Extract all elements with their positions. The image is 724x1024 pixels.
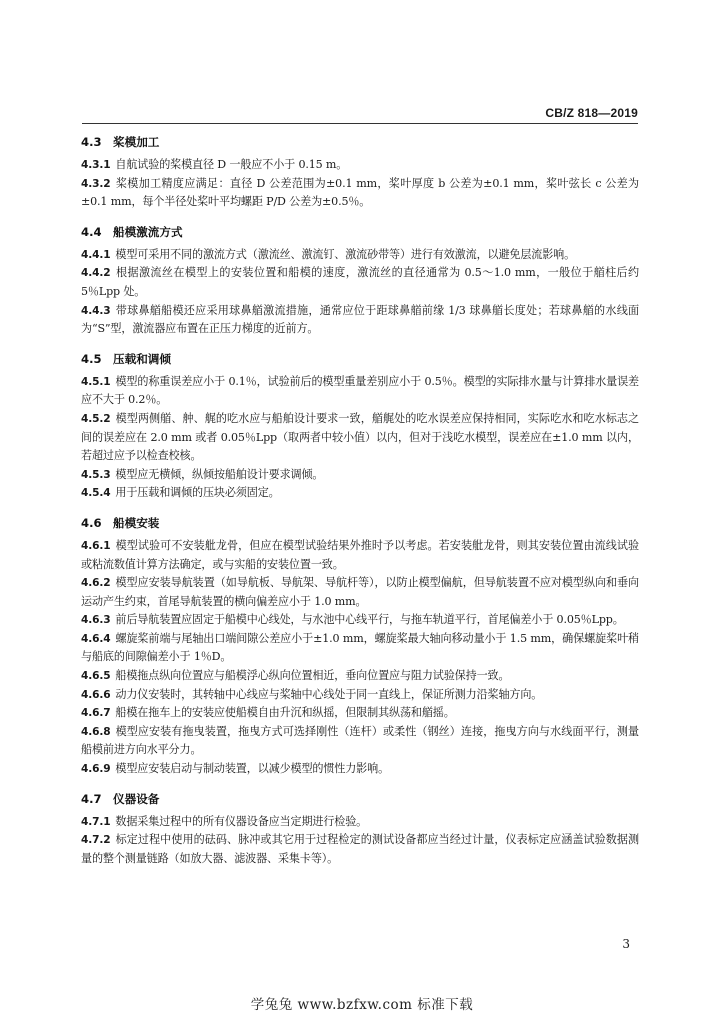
clause-4-5-1	[81, 373, 639, 410]
clause-4-6-8	[81, 723, 639, 760]
section-4-7	[81, 790, 639, 869]
clause-4-4-3	[81, 302, 639, 339]
clause-text: 模型应安装启动与制动装置，以减少模型的惯性力影响。	[115, 762, 390, 776]
clause-4-4-2	[81, 264, 639, 301]
watermark-text: 学兔兔 www.bzfxw.com 标准下载	[250, 997, 474, 1013]
clause-4-6-5	[81, 667, 639, 686]
clause-4-4-1	[81, 246, 639, 265]
clause-number: 4.6.9	[81, 763, 111, 776]
clause-text: 船模拖点纵向位置应与船模浮心纵向位置相近，垂向位置应与阻力试验保持一致。	[115, 669, 510, 683]
clause-4-6-1	[81, 537, 639, 574]
section-heading	[81, 790, 639, 808]
clause-text: 船模在拖车上的安装应使船模自由升沉和纵摇，但限制其纵荡和艏摇。	[115, 706, 455, 720]
clause-number: 4.5.3	[81, 468, 111, 481]
section-title: 船模安装	[113, 515, 160, 530]
clause-text: 模型两侧艏、舯、艉的吃水应与船舶设计要求一致，艏艉处的吃水误差应保持相同，实际吃水和吃水标志之间的误差应在 2.0 mm 或者 0.05％Lpp（取两者中较小值）以内，但对于浅吃水模型，误差应在±1.0 mm 以内，若超过应予以检查校核。	[81, 411, 639, 463]
document-code: CB/Z 818—2019	[545, 106, 638, 120]
section-heading	[81, 223, 639, 241]
clause-4-7-2	[81, 831, 639, 868]
clause-text: 桨模加工精度应满足：直径 D 公差范围为±0.1 mm，桨叶厚度 b 公差为±0.1 mm，桨叶弦长 c 公差为±0.1 mm，每个半径处桨叶平均螺距 P/D 公差为±0.5％。	[81, 176, 639, 209]
clause-number: 4.3.1	[81, 159, 111, 171]
clause-number: 4.4.2	[81, 267, 111, 280]
clause-4-6-7	[81, 704, 639, 723]
clause-number: 4.6.3	[81, 614, 111, 627]
clause-number: 4.4.1	[81, 248, 111, 261]
section-4-5	[81, 350, 639, 503]
header-divider	[82, 123, 638, 124]
clause-text: 自航试验的桨模直径 D 一般应不小于 0.15 m。	[115, 158, 348, 171]
clause-text: 模型的称重误差应小于 0.1％，试验前后的模型重量差别应小于 0.5％。模型的实际排水量与计算排水量误差应不大于 0.2％。	[81, 374, 639, 407]
clause-text: 模型应安装导航装置（如导航板、导航架、导航杆等），以防止模型偏航，但导航装置不应对模型纵向和垂向运动产生约束，首尾导航装置的横向偏差应小于 1.0 mm。	[81, 576, 639, 608]
clause-number: 4.7.1	[81, 815, 111, 828]
clause-number: 4.3.2	[81, 177, 111, 190]
clause-4-6-4	[81, 630, 639, 667]
clause-number: 4.6.4	[81, 632, 111, 645]
clause-4-5-2	[81, 410, 639, 466]
section-title: 桨模加工	[113, 135, 160, 149]
page-number: 3	[622, 937, 630, 951]
section-title: 船模激流方式	[113, 224, 183, 239]
clause-4-7-1	[81, 813, 639, 832]
clause-number: 4.4.3	[81, 304, 111, 317]
clause-number: 4.5.1	[81, 375, 111, 388]
clause-4-5-3	[81, 466, 639, 485]
clause-text: 模型试验可不安装舭龙骨，但应在模型试验结果外推时予以考虑。若安装舭龙骨，则其安装位置由流线试验或粘流数值计算方法确定，或与实船的安装位置一致。	[81, 538, 639, 571]
section-number: 4.5	[81, 351, 102, 366]
clause-number: 4.6.1	[81, 539, 111, 552]
clause-4-6-6	[81, 686, 639, 705]
clause-number: 4.7.2	[81, 834, 111, 847]
clause-number: 4.5.2	[81, 412, 111, 425]
clause-4-3-2	[81, 175, 639, 212]
section-number: 4.4	[81, 224, 102, 239]
section-4-3	[81, 133, 639, 212]
clause-number: 4.5.4	[81, 487, 111, 500]
document-body	[81, 133, 639, 879]
clause-text: 前后导航装置应固定于船模中心线处，与水池中心线平行，与拖车轨道平行，首尾偏差小于 0.05％Lpp。	[115, 613, 624, 627]
clause-number: 4.6.8	[81, 725, 111, 738]
clause-4-6-9	[81, 760, 639, 779]
clause-4-5-4	[81, 484, 639, 503]
clause-number: 4.6.6	[81, 688, 111, 701]
section-heading	[81, 514, 639, 532]
clause-text: 模型应无横倾，纵倾按船舶设计要求调倾。	[115, 467, 324, 481]
clause-4-6-2	[81, 574, 639, 611]
section-4-4	[81, 223, 639, 339]
clause-text: 数据采集过程中的所有仪器设备应当定期进行检验。	[115, 814, 368, 828]
clause-text: 螺旋桨前端与尾轴出口端间隙公差应小于±1.0 mm，螺旋桨最大轴向移动量小于 1.5 mm，确保螺旋桨叶稍与船底的间隙偏差小于 1％D。	[81, 631, 639, 664]
section-heading	[81, 350, 639, 368]
clause-number: 4.6.7	[81, 707, 111, 720]
section-heading	[81, 133, 639, 151]
clause-text: 模型可采用不同的激流方式（激流丝、激流钉、激流砂带等）进行有效激流，以避免层流影响。	[115, 247, 576, 261]
clause-text: 根据激流丝在模型上的安装位置和船模的速度，激流丝的直径通常为 0.5～1.0 mm，一般位于艏柱后约 5％Lpp 处。	[81, 266, 639, 298]
section-number: 4.7	[81, 791, 102, 806]
section-number: 4.3	[81, 135, 102, 149]
clause-number: 4.6.5	[81, 670, 111, 683]
section-title: 仪器设备	[113, 791, 160, 806]
section-number: 4.6	[81, 515, 102, 530]
clause-text: 动力仪安装时，其转轴中心线应与桨轴中心线处于同一直线上，保证所测力沿桨轴方向。	[115, 687, 543, 701]
clause-4-3-1	[81, 156, 639, 175]
clause-text: 标定过程中使用的砝码、脉冲或其它用于过程检定的测试设备都应当经过计量，仪表标定应涵盖试验数据测量的整个测量链路（如放大器、滤波器、采集卡等）。	[81, 833, 639, 865]
clause-text: 带球鼻艏船模还应采用球鼻艏激流措施，通常应位于距球鼻艏前缘 1/3 球鼻艏长度处；若球鼻艏的水线面为“S”型，激流器应布置在正压力梯度的近前方。	[81, 303, 639, 336]
section-4-6	[81, 514, 639, 779]
clause-text: 用于压载和调倾的压块必须固定。	[115, 486, 280, 500]
section-title: 压载和调倾	[113, 351, 171, 366]
clause-number: 4.6.2	[81, 577, 111, 590]
clause-4-6-3	[81, 611, 639, 630]
clause-text: 模型应安装有拖曳装置，拖曳方式可选择刚性（连杆）或柔性（钢丝）连接，拖曳方向与水线面平行，测量船模前进方向水平分力。	[81, 724, 639, 757]
